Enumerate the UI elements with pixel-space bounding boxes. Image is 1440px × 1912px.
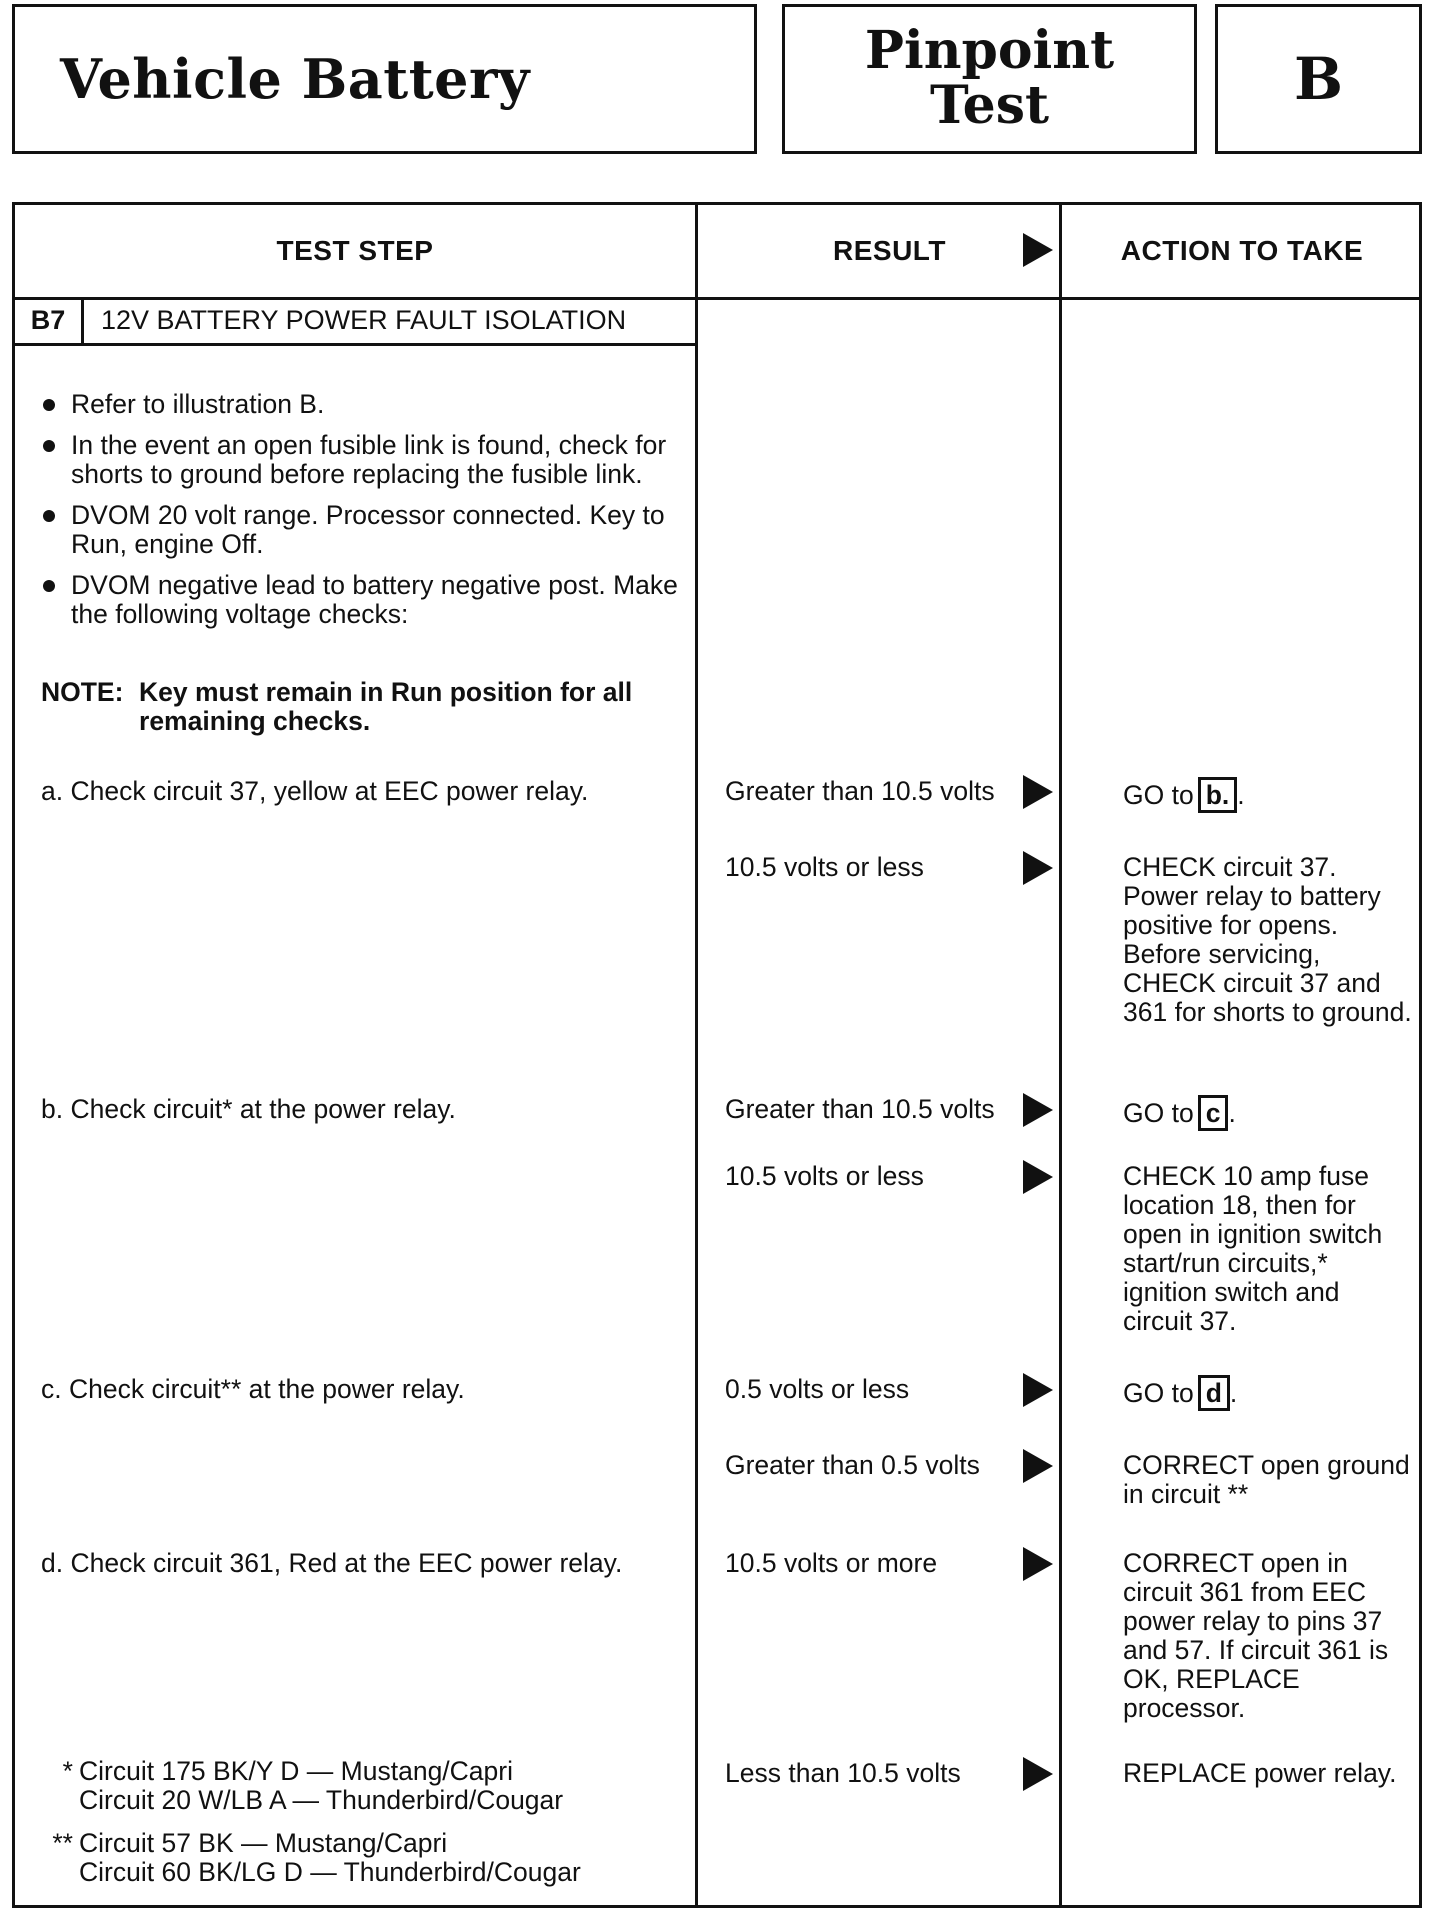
- result-1: Greater than 10.5 volts: [725, 776, 995, 806]
- action-3: GO to c .: [1123, 1095, 1413, 1131]
- result-4: 10.5 volts or less: [725, 1161, 924, 1191]
- column-divider-2: [1059, 205, 1062, 1905]
- check-b: b. Check circuit* at the power relay.: [41, 1094, 456, 1124]
- instruction-item: DVOM 20 volt range. Processor connected. Key to Run, engine Off.: [39, 501, 689, 559]
- result-2: 10.5 volts or less: [725, 852, 924, 882]
- result-7: 10.5 volts or more: [725, 1548, 938, 1578]
- check-d: d. Check circuit 361, Red at the EEC power relay.: [41, 1548, 623, 1578]
- footnote-mark: **: [52, 1828, 73, 1858]
- instruction-list: [39, 390, 689, 641]
- header-test-step: TEST STEP: [276, 235, 434, 266]
- result-3: Greater than 10.5 volts: [725, 1094, 995, 1124]
- step-id-divider: [81, 297, 84, 343]
- result-arrow-icon: [1023, 1547, 1053, 1581]
- test-letter: B: [1293, 45, 1344, 113]
- result-arrow-icon: [1023, 775, 1053, 809]
- footnote-mark: *: [62, 1756, 73, 1786]
- title-box: [12, 4, 757, 154]
- action-5: GO to d .: [1123, 1375, 1413, 1411]
- check-c: c. Check circuit** at the power relay.: [41, 1374, 465, 1404]
- result-arrow-icon: [1023, 1449, 1053, 1483]
- result-8: Less than 10.5 volts: [725, 1758, 961, 1788]
- header-arrow-icon: [1023, 233, 1053, 267]
- pinpoint-test-box: [782, 4, 1197, 154]
- step-title-divider: [15, 343, 698, 346]
- result-arrow-icon: [1023, 1160, 1053, 1194]
- header-action: ACTION TO TAKE: [1120, 235, 1364, 266]
- footnote-1: * Circuit 175 BK/Y D — Mustang/Capri Circuit 20 W/LB A — Thunderbird/Cougar: [39, 1757, 563, 1815]
- note-text: Key must remain in Run position for all remaining checks.: [139, 677, 633, 736]
- note: [41, 678, 669, 736]
- action-2: CHECK circuit 37. Power relay to battery positive for opens. Before servicing, CHECK circuit 37 and 361 for shorts to ground.: [1123, 852, 1412, 1027]
- test-table: [12, 202, 1422, 1908]
- step-ref-c: c: [1198, 1095, 1229, 1131]
- step-ref-d: d: [1198, 1375, 1230, 1411]
- action-7: CORRECT open in circuit 361 from EEC power relay to pins 37 and 57. If circuit 361 is OK, REPLACE processor.: [1123, 1548, 1389, 1723]
- result-5: 0.5 volts or less: [725, 1374, 910, 1404]
- footnote-2: ** Circuit 57 BK — Mustang/Capri Circuit 60 BK/LG D — Thunderbird/Cougar: [39, 1829, 581, 1887]
- result-arrow-icon: [1023, 851, 1053, 885]
- pinpoint-label: Pinpoint: [864, 20, 1115, 82]
- note-label: NOTE:: [41, 677, 124, 707]
- instruction-item: DVOM negative lead to battery negative post. Make the following voltage checks:: [39, 571, 689, 629]
- test-label: Test: [929, 75, 1050, 136]
- action-1: GO to b. .: [1123, 777, 1413, 813]
- test-letter-box: [1215, 4, 1422, 154]
- result-arrow-icon: [1023, 1757, 1053, 1791]
- document-title: Vehicle Battery: [60, 47, 530, 111]
- result-arrow-icon: [1023, 1373, 1053, 1407]
- step-ref-b: b.: [1198, 777, 1238, 813]
- result-arrow-icon: [1023, 1093, 1053, 1127]
- result-6: Greater than 0.5 volts: [725, 1450, 980, 1480]
- action-6: CORRECT open ground in circuit **: [1123, 1450, 1410, 1509]
- action-4: CHECK 10 amp fuse location 18, then for open in ignition switch start/run circuits,* ignition switch and circuit 37.: [1123, 1161, 1383, 1336]
- action-8: REPLACE power relay.: [1123, 1758, 1397, 1788]
- check-a: a. Check circuit 37, yellow at EEC power relay.: [41, 776, 589, 806]
- step-id: B7: [30, 304, 66, 335]
- instruction-item: Refer to illustration B.: [39, 390, 689, 419]
- step-title: 12V BATTERY POWER FAULT ISOLATION: [101, 304, 627, 335]
- column-divider-1: [695, 205, 698, 1905]
- header-result: RESULT: [833, 235, 946, 266]
- instruction-item: In the event an open fusible link is found, check for shorts to ground before replacing the fusible link.: [39, 431, 689, 489]
